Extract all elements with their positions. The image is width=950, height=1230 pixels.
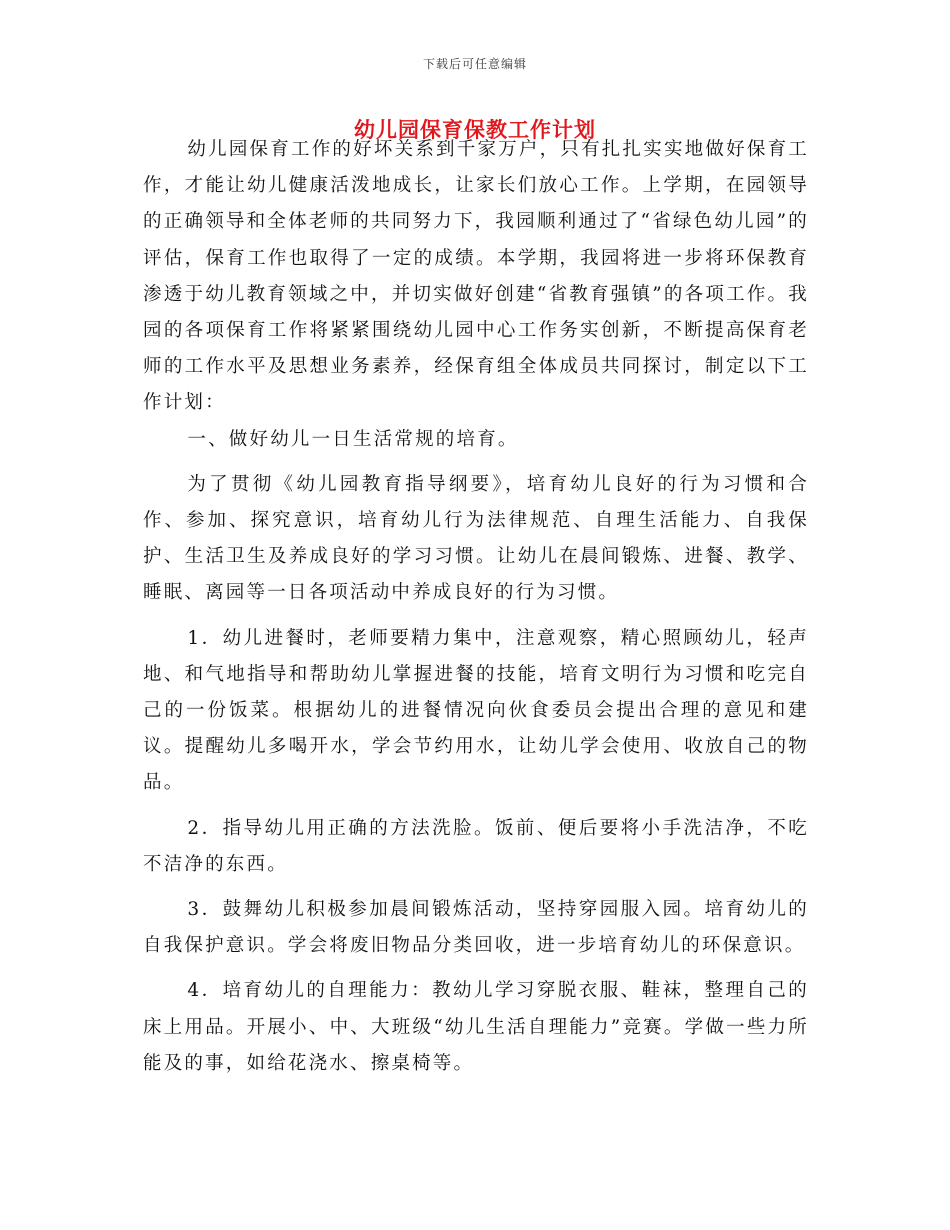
document-title: 幼儿园保育保教工作计划 xyxy=(354,117,596,142)
document-body xyxy=(143,132,809,1082)
intro-paragraph: 幼儿园保育工作的好坏关系到千家万户，只有扎扎实实地做好保育工作，才能让幼儿健康活泼地成长，让家长们放心工作。上学期，在园领导的正确领导和全体老师的共同努力下，我园顺利通过了“省绿色幼儿园”的评估，保育工作也取得了一定的成绩。本学期，我园将进一步将环保教育渗透于幼儿教育领域之中，并切实做好创建“省教育强镇”的各项工作。我园的各项保育工作将紧紧围绕幼儿园中心工作务实创新，不断提高保育老师的工作水平及思想业务素养，经保育组全体成员共同探讨，制定以下工作计划： xyxy=(143,139,809,414)
list-item: 3．鼓舞幼儿积极参加晨间锻炼活动，坚持穿园服入园。培育幼儿的自我保护意识。学会将废旧物品分类回收，进一步培育幼儿的环保意识。 xyxy=(143,899,809,957)
body-paragraph: 为了贯彻《幼儿园教育指导纲要》，培育幼儿良好的行为习惯和合作、参加、探究意识，培育幼儿行为法律规范、自理生活能力、自我保护、生活卫生及养成良好的学习习惯。让幼儿在晨间锻炼、进餐、教学、睡眠、离园等一日各项活动中养成良好的行为习惯。 xyxy=(143,473,809,604)
list-item: 4．培育幼儿的自理能力：教幼儿学习穿脱衣服、鞋袜，整理自己的床上用品。开展小、中、大班级“幼儿生活自理能力”竞赛。学做一些力所能及的事，如给花浇水、擦桌椅等。 xyxy=(143,980,809,1074)
header-note: 下载后可任意编辑 xyxy=(422,57,527,71)
list-item: 1．幼儿进餐时，老师要精力集中，注意观察，精心照顾幼儿，轻声地、和气地指导和帮助幼儿掌握进餐的技能，培育文明行为习惯和吃完自己的一份饭菜。根据幼儿的进餐情况向伙食委员会提出合理的意见和建议。提醒幼儿多喝开水，学会节约用水，让幼儿学会使用、收放自己的物品。 xyxy=(143,627,809,794)
section-heading: 一、做好幼儿一日生活常规的培育。 xyxy=(187,428,519,450)
list-item: 2．指导幼儿用正确的方法洗脸。饭前、便后要将小手洗洁净，不吃不洁净的东西。 xyxy=(143,817,809,875)
